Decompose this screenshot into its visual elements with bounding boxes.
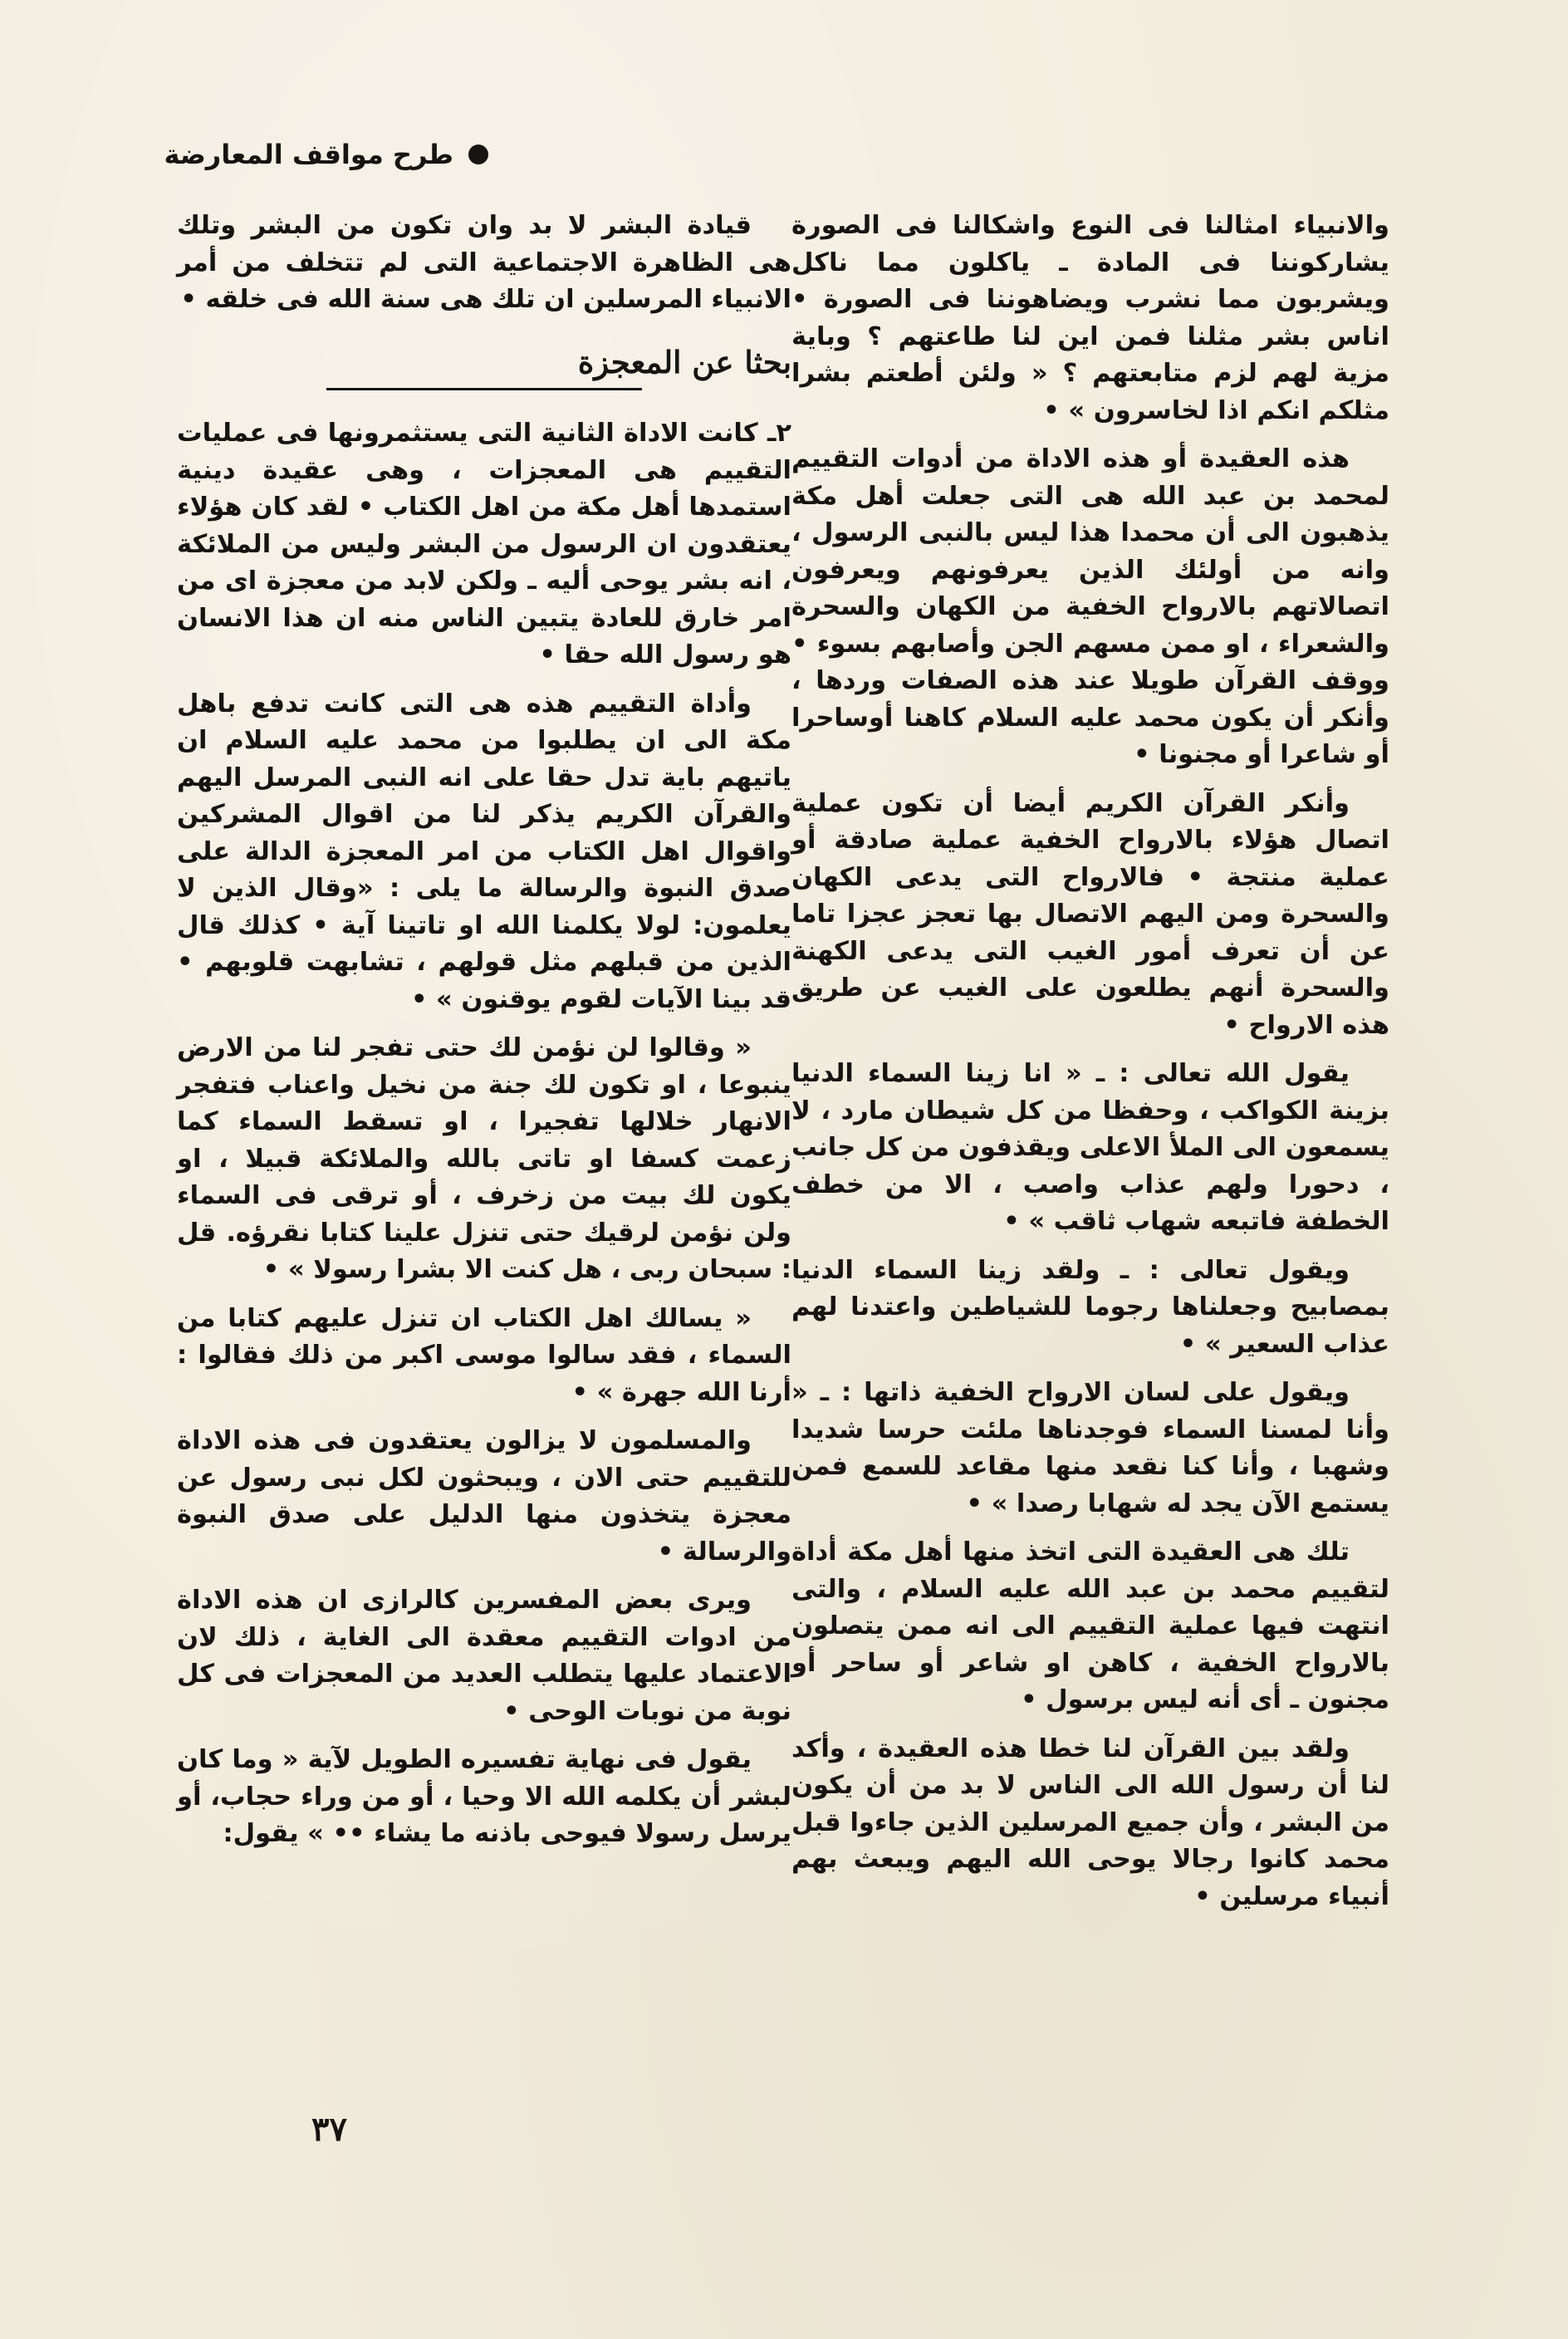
bullet-icon [468,145,488,164]
section-heading: بحثا عن المعجزة [177,344,791,391]
paragraph: والانبياء امثالنا فى النوع واشكالنا فى الصورة يشاركوننا فى المادة ـ ياكلون مما ناكل ويشربون مما نشرب ويضاهوننا فى الصورة • اناس بشر مثلنا فمن اين لنا طاعتهم ؟ وباية مزية لهم لزم متابعتهم ؟ « ولئن أطعتم بشرا مثلكم انكم اذا لخاسرون » • [791,211,1389,425]
paragraph: ولقد بين القرآن لنا خطا هذه العقيدة ، وأكد لنا أن رسول الله الى الناس لا بد من أن يكون من البشر ، وأن جميع المرسلين الذين جاءوا قبل محمد كانوا رجالا يوحى الله اليهم ويبعث بهم أنبياء مرسلين • [791,1733,1389,1911]
paragraph: يقول فى نهاية تفسيره الطويل لآية « وما كان لبشر أن يكلمه الله الا وحيا ، أو من وراء حجاب، أو يرسل رسولا فيوحى باذنه ما يشاء •• » يقول: [177,1745,791,1848]
left-column [177,208,791,1865]
paragraph: وأنكر القرآن الكريم أيضا أن تكون عملية اتصال هؤلاء بالارواح الخفية عملية صادقة أو عملية منتجة • فالارواح التى يدعى الكهان والسحرة ومن اليهم الاتصال بها تعجز عجزا تاما عن أن تعرف أمور الغيب التى يدعى الكهنة والسحرة أنهم يطلعون على الغيب عن طريق هذه الارواح • [791,788,1389,1040]
right-column [791,208,1389,1927]
paragraph: هذه العقيدة أو هذه الاداة من أدوات التقييم لمحمد بن عبد الله هى التى جعلت أهل مكة يذهبون الى أن محمدا هذا ليس بالنبى الرسول ، وانه من أولئك الذين يعرفونهم ويعرفون اتصالاتهم بالارواح الخفية من الكهان والسحرة والشعراء ، او ممن مسهم الجن وأصابهم بسوء • ووقف القرآن طويلا عند هذه الصفات وردها ، وأنكر أن يكون محمد عليه السلام كاهنا أوساحرا أو شاعرا أو مجنونا • [791,444,1389,769]
paragraph: قيادة البشر لا بد وان تكون من البشر وتلك هى الظاهرة الاجتماعية التى لم تتخلف من أمر الانبياء المرسلين ان تلك هى سنة الله فى خلقه • [177,211,791,314]
paragraph: ويقول على لسان الارواح الخفية ذاتها : ـ « وأنا لمسنا السماء فوجدناها ملئت حرسا شديدا وشهبا ، وأنا كنا نقعد منها مقاعد للسمع فمن يستمع الآن يجد له شهابا رصدا » • [791,1378,1389,1518]
running-header [156,133,488,176]
paragraph: ويرى بعض المفسرين كالرازى ان هذه الاداة من ادوات التقييم معقدة الى الغاية ، ذلك لان الاعتماد عليها يتطلب العديد من المعجزات فى كل نوبة من نوبات الوحى • [177,1586,791,1726]
paragraph: ٢ـ كانت الاداة الثانية التى يستثمرونها فى عمليات التقييم هى المعجزات ، وهى عقيدة دينية استمدها أهل مكة من اهل الكتاب • لقد كان هؤلاء يعتقدون ان الرسول من البشر وليس من الملائكة ، انه بشر يوحى أليه ـ ولكن لابد من معجزة اى من امر خارق للعادة يتبين الناس منه ان هذا الانسان هو رسول الله حقا • [177,419,791,669]
paragraph: تلك هى العقيدة التى اتخذ منها أهل مكة أداة لتقييم محمد بن عبد الله عليه السلام ، والتى انتهت فيها عملية التقييم الى انه ممن يتصلون بالارواح الخفية ، كاهن او شاعر أو ساحر أو مجنون ـ أى أنه ليس برسول • [791,1537,1389,1714]
paragraph: والمسلمون لا يزالون يعتقدون فى هذه الاداة للتقييم حتى الان ، ويبحثون لكل نبى رسول عن معجزة يتخذون منها الدليل على صدق النبوة والرسالة • [177,1426,791,1567]
paragraph: وأداة التقييم هذه هى التى كانت تدفع باهل مكة الى ان يطلبوا من محمد عليه السلام ان ياتيهم باية تدل حقا على انه النبى المرسل اليهم والقرآن الكريم يذكر لنا من اقوال المشركين واقوال اهل الكتاب من امر المعجزة الدالة على صدق النبوة والرسالة ما يلى : «وقال الذين لا يعلمون: لولا يكلمنا الله او تاتينا آية • كذلك قال الذين من قبلهم مثل قولهم ، تشابهت قلوبهم • قد بينا الآيات لقوم يوقنون » • [177,689,791,1014]
page-number: ٣٧ [311,2110,347,2149]
paragraph: « وقالوا لن نؤمن لك حتى تفجر لنا من الارض ينبوعا ، او تكون لك جنة من نخيل واعناب فتفجر الانهار خلالها تفجيرا ، او تسقط السماء كما زعمت كسفا او تاتى بالله والملائكة قبيلا ، او يكون لك بيت من زخرف ، أو ترقى فى السماء ولن نؤمن لرقيك حتى تنزل علينا كتابا نقرؤه. قل : سبحان ربى ، هل كنت الا بشرا رسولا » • [177,1033,791,1284]
paragraph: يقول الله تعالى : ـ « انا زينا السماء الدنيا بزينة الكواكب ، وحفظا من كل شيطان مارد ، لا يسمعون الى الملأ الاعلى ويقذفون من كل جانب ، دحورا ولهم عذاب واصب ، الا من خطف الخطفة فاتبعه شهاب ثاقب » • [791,1059,1389,1236]
paragraph: ويقول تعالى : ـ ولقد زينا السماء الدنيا بمصابيح وجعلناها رجوما للشياطين واعتدنا لهم عذاب السعير » • [791,1255,1389,1359]
running-title: طرح مواقف المعارضة [164,139,453,170]
paragraph: « يسالك اهل الكتاب ان تنزل عليهم كتابا من السماء ، فقد سالوا موسى اكبر من ذلك فقالوا : أرنا الله جهرة » • [177,1303,791,1407]
